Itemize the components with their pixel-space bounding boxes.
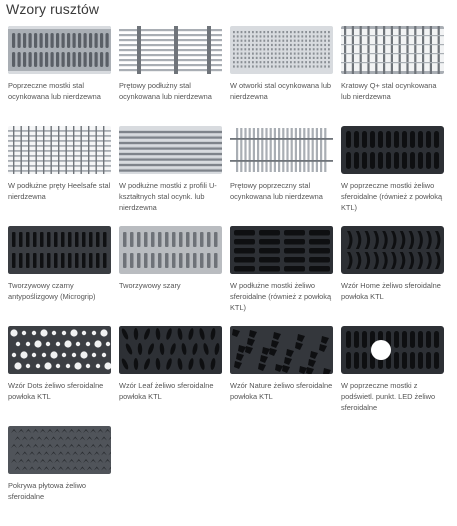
grating-led-icon	[341, 326, 444, 374]
grating-mesh-icon	[341, 26, 444, 74]
grating-thumbnail[interactable]	[119, 126, 222, 174]
grating-caption: Prętowy poprzeczny stal ocynkowana lub nierdzewna	[230, 181, 323, 201]
grating-caption: Pokrywa płytowa żeliwo sferoidalne	[8, 481, 87, 501]
grating-card[interactable]	[339, 226, 449, 326]
grating-card[interactable]	[117, 226, 227, 326]
grating-leaf-icon	[119, 326, 222, 374]
grating-thumbnail[interactable]	[341, 26, 444, 74]
grating-card[interactable]	[117, 126, 227, 226]
grating-longitudinal-bars-icon	[119, 26, 222, 74]
grating-u-profile-icon	[119, 126, 222, 174]
grating-card[interactable]	[6, 126, 116, 226]
grating-caption: Wzór Home żeliwo sferoidalne powłoka KTL	[341, 281, 441, 301]
grating-home-icon	[341, 226, 444, 274]
grating-plate-icon	[8, 426, 111, 474]
grating-thumbnail[interactable]	[119, 26, 222, 74]
grating-caption: Prętowy podłużny stal ocynkowana lub nierdzewna	[119, 81, 212, 101]
grating-perforated-icon	[230, 26, 333, 74]
grating-caption: W poprzeczne mostki żeliwo sferoidalne (również z powłoką KTL)	[341, 181, 443, 212]
grating-card[interactable]	[6, 226, 116, 326]
grating-thumbnail[interactable]	[230, 326, 333, 374]
grating-caption: Kratowy Q+ stal ocynkowana lub nierdzewna	[341, 81, 437, 101]
grating-iron-slots-icon	[341, 126, 444, 174]
grating-card[interactable]	[339, 126, 449, 226]
grating-caption: W podłużne pręty Heelsafe stal nierdzewna	[8, 181, 111, 201]
grating-caption: Tworzywowy czarny antypoślizgowy (Microgrip)	[8, 281, 96, 301]
grating-thumbnail[interactable]	[341, 326, 444, 374]
grating-thumbnail[interactable]	[8, 126, 111, 174]
grating-caption: W podłużne mostki żeliwo sferoidalne (również z powłoką KTL)	[230, 281, 332, 312]
grating-card[interactable]	[339, 326, 449, 426]
page-title: Wzory rusztów	[6, 1, 100, 17]
grating-card[interactable]	[6, 26, 116, 126]
grating-thumbnail[interactable]	[341, 126, 444, 174]
grating-plastic-black-icon	[8, 226, 111, 274]
grating-caption: W podłużne mostki z profili U-kształtnych stal ocynk. lub nierdzewna	[119, 181, 217, 212]
grating-thumbnail[interactable]	[119, 226, 222, 274]
grating-steel-slots-icon	[8, 26, 111, 74]
grating-nature-icon	[230, 326, 333, 374]
grating-caption: Wzór Nature żeliwo sferoidalne powłoka KTL	[230, 381, 333, 401]
grating-card[interactable]	[228, 226, 338, 326]
grating-card[interactable]	[117, 26, 227, 126]
grating-thumbnail[interactable]	[8, 326, 111, 374]
grating-caption: Wzór Leaf żeliwo sferoidalne powłoka KTL	[119, 381, 214, 401]
grating-thumbnail[interactable]	[8, 226, 111, 274]
grating-card[interactable]	[6, 426, 116, 526]
grating-card[interactable]	[228, 326, 338, 426]
grating-card[interactable]	[228, 126, 338, 226]
grating-caption: W poprzeczne mostki z podświetl. punkt. LED żeliwo sferoidalne	[341, 381, 436, 412]
grating-thumbnail[interactable]	[230, 126, 333, 174]
grating-transverse-bars-icon	[230, 126, 333, 174]
grating-caption: Wzór Dots żeliwo sferoidalne powłoka KTL	[8, 381, 104, 401]
grating-plastic-grey-icon	[119, 226, 222, 274]
grating-thumbnail[interactable]	[8, 26, 111, 74]
grating-caption: Tworzywowy szary	[119, 281, 181, 290]
grating-caption: Poprzeczne mostki stal ocynkowana lub nierdzewna	[8, 81, 101, 101]
grating-card[interactable]	[339, 26, 449, 126]
grating-caption: W otworki stal ocynkowana lub nierdzewna	[230, 81, 332, 101]
grating-thumbnail[interactable]	[341, 226, 444, 274]
gratings-grid	[6, 26, 449, 526]
grating-card[interactable]	[228, 26, 338, 126]
grating-dots-icon	[8, 326, 111, 374]
grating-thumbnail[interactable]	[230, 226, 333, 274]
grating-card[interactable]	[117, 326, 227, 426]
grating-card[interactable]	[6, 326, 116, 426]
grating-thumbnail[interactable]	[119, 326, 222, 374]
grating-heelsafe-icon	[8, 126, 111, 174]
grating-iron-longitudinal-icon	[230, 226, 333, 274]
grating-thumbnail[interactable]	[230, 26, 333, 74]
grating-thumbnail[interactable]	[8, 426, 111, 474]
